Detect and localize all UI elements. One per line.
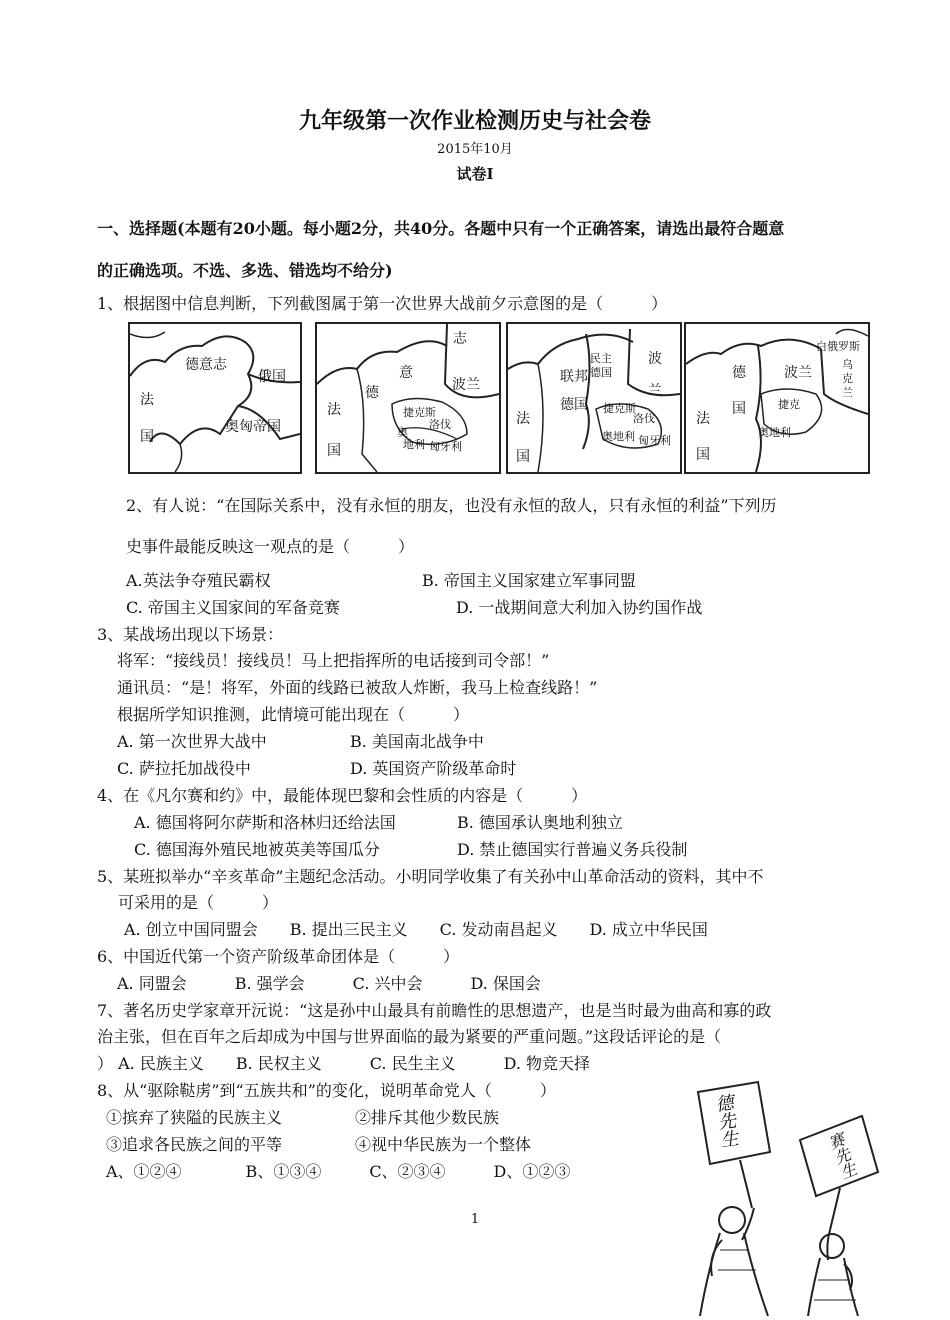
map2-label-france-1: 法 (327, 402, 341, 418)
q8-stem: 8、从“驱除鞑虏”到“五族共和”的变化，说明革命党人（ ） (97, 1081, 556, 1100)
map3-label-france-2: 国 (516, 449, 530, 465)
map3-label-bo: 波 (648, 351, 662, 367)
q8-item-2: ②排斥其他少数民族 (355, 1108, 500, 1127)
exam-date: 2015年10月 (437, 142, 513, 157)
page-title: 九年级第一次作业检测历史与社会卷 (298, 108, 651, 134)
q5-options[interactable]: A. 创立中国同盟会 B. 提出三民主义 C. 发动南昌起义 D. 成立中华民国 (124, 920, 708, 939)
q1-stem: 1、根据图中信息判断，下列截图属于第一次世界大战前夕示意图的是（ ） (97, 294, 668, 313)
q3-dialog-operator: 通讯员：“是！将军，外面的线路已被敌人炸断，我马上检查线路！” (117, 678, 598, 697)
q3-option-c[interactable]: C. 萨拉托加战役中 (117, 759, 251, 778)
q2-option-c[interactable]: C. 帝国主义国家间的军备竞赛 (126, 598, 340, 617)
map2-label-hungary: 匈牙利 (429, 440, 462, 453)
q4-option-b[interactable]: B. 德国承认奥地利独立 (457, 813, 623, 832)
q8-item-1: ①摈弃了狭隘的民族主义 (106, 1108, 283, 1127)
q6-stem: 6、中国近代第一个资产阶级革命团体是（ ） (97, 947, 460, 966)
cartoon-illustration (690, 1080, 890, 1316)
map4-label-belarus: 白俄罗斯 (816, 340, 860, 353)
q7-options[interactable]: ） A. 民族主义 B. 民权主义 C. 民生主义 D. 物竞天择 (97, 1054, 591, 1073)
q7-stem-cont: 治主张，但在百年之后却成为中国与世界面临的最为紧要的严重问题。”这段话评论的是（ (97, 1027, 722, 1046)
cartoon-sign-right: 赛先生 (823, 1130, 860, 1182)
q5-stem-cont: 可采用的是（ ） (118, 893, 279, 912)
map2-label-poland: 波兰 (452, 377, 480, 393)
q4-option-d[interactable]: D. 禁止德国实行普遍义务兵役制 (457, 840, 688, 859)
map1-label-germany: 德意志 (185, 357, 227, 373)
map2-label-yi: 意 (399, 365, 413, 381)
map1-label-austria-hungary: 奥匈帝国 (225, 419, 281, 435)
map3-label-frg-2: 德国 (560, 397, 588, 413)
map1-label-france-2: 国 (140, 429, 154, 445)
q3-option-a[interactable]: A. 第一次世界大战中 (117, 732, 267, 751)
map3-label-france-1: 法 (516, 411, 530, 427)
map1-label-france-1: 法 (140, 392, 154, 408)
map2-label-slovakia: 洛伐 (429, 418, 451, 431)
map4-label-ukraine-2: 克 (842, 372, 853, 385)
q2-option-a[interactable]: A.英法争夺殖民霸权 (126, 571, 271, 590)
map3-label-lan: 兰 (648, 383, 662, 399)
q6-options[interactable]: A. 同盟会 B. 强学会 C. 兴中会 D. 保国会 (117, 974, 541, 993)
q2-option-b[interactable]: B. 帝国主义国家建立军事同盟 (422, 571, 636, 590)
q4-option-c[interactable]: C. 德国海外殖民地被英美等国瓜分 (134, 840, 380, 859)
map2-label-ao: 奥 (397, 426, 408, 439)
map-option-2 (315, 322, 501, 474)
map2-label-zhi: 志 (453, 331, 467, 347)
q8-item-3: ③追求各民族之间的平等 (106, 1135, 283, 1154)
map-1-borders (130, 324, 300, 472)
section-heading: 一、选择题(本题有20小题。每小题2分，共40分。各题中只有一个正确答案，请选出最符合题意 (97, 219, 785, 238)
map4-label-czech: 捷克 (778, 398, 800, 411)
q3-stem: 3、某战场出现以下场景： (97, 625, 284, 644)
map2-label-czech: 捷克斯 (403, 406, 436, 419)
map1-label-russia: 俄国 (258, 369, 286, 385)
q3-prompt: 根据所学知识推测，此情境可能出现在（ ） (117, 705, 470, 724)
map4-label-france-1: 法 (696, 411, 710, 427)
q7-stem: 7、著名历史学家章开沅说：“这是孙中山最具有前瞻性的思想遗产，也是当时最为曲高和寡的政 (97, 1001, 772, 1020)
q4-option-a[interactable]: A. 德国将阿尔萨斯和洛林归还给法国 (134, 813, 396, 832)
q2-stem: 2、有人说：“在国际关系中，没有永恒的朋友，也没有永恒的敌人，只有永恒的利益”下列历 (126, 496, 777, 515)
map2-label-de: 德 (365, 385, 379, 401)
q8-options[interactable]: A、①②④ B、①③④ C、②③④ D、①②③ (106, 1162, 571, 1181)
q2-option-d[interactable]: D. 一战期间意大利加入协约国作战 (456, 598, 703, 617)
map2-label-austria: 地利 (403, 438, 425, 451)
map4-label-ukraine-1: 乌 (842, 358, 853, 371)
map3-label-gdr-1: 民主 (590, 352, 612, 365)
q5-stem: 5、某班拟举办“辛亥革命”主题纪念活动。小明同学收集了有关孙中山革命活动的资料，其中不 (97, 867, 764, 886)
q3-option-b[interactable]: B. 美国南北战争中 (350, 732, 484, 751)
q8-item-4: ④视中华民族为一个整体 (355, 1135, 532, 1154)
map3-label-gdr-2: 德国 (590, 366, 612, 379)
map3-label-austria: 奥地利 (602, 430, 635, 443)
map3-label-slovakia: 洛伐 (633, 412, 655, 425)
map-option-3 (506, 322, 682, 474)
map3-label-czech: 捷克斯 (603, 402, 636, 415)
map4-label-austria: 奥地利 (758, 426, 791, 439)
map4-label-guo: 国 (732, 401, 746, 417)
cartoon-sign-left: 德先生 (711, 1092, 740, 1150)
paper-label: 试卷I (456, 165, 494, 183)
map3-label-hungary: 匈牙利 (638, 434, 671, 447)
map4-label-poland: 波兰 (784, 365, 812, 381)
map4-label-de: 德 (732, 365, 746, 381)
q2-stem-cont: 史事件最能反映这一观点的是（ ） (126, 537, 415, 556)
map-option-1 (128, 322, 302, 474)
map3-label-frg-1: 联邦 (560, 369, 588, 385)
map4-label-france-2: 国 (696, 447, 710, 463)
q3-dialog-general: 将军：“接线员！接线员！马上把指挥所的电话接到司令部！” (117, 651, 550, 670)
q4-stem: 4、在《凡尔赛和约》中，最能体现巴黎和会性质的内容是（ ） (97, 786, 588, 805)
section-heading-cont: 的正确选项。不选、多选、错选均不给分) (97, 261, 393, 280)
map-option-4 (684, 322, 870, 474)
page-number: 1 (470, 1212, 480, 1227)
q3-option-d[interactable]: D. 英国资产阶级革命时 (350, 759, 517, 778)
map4-label-ukraine-3: 兰 (842, 386, 853, 399)
map2-label-france-2: 国 (327, 443, 341, 459)
